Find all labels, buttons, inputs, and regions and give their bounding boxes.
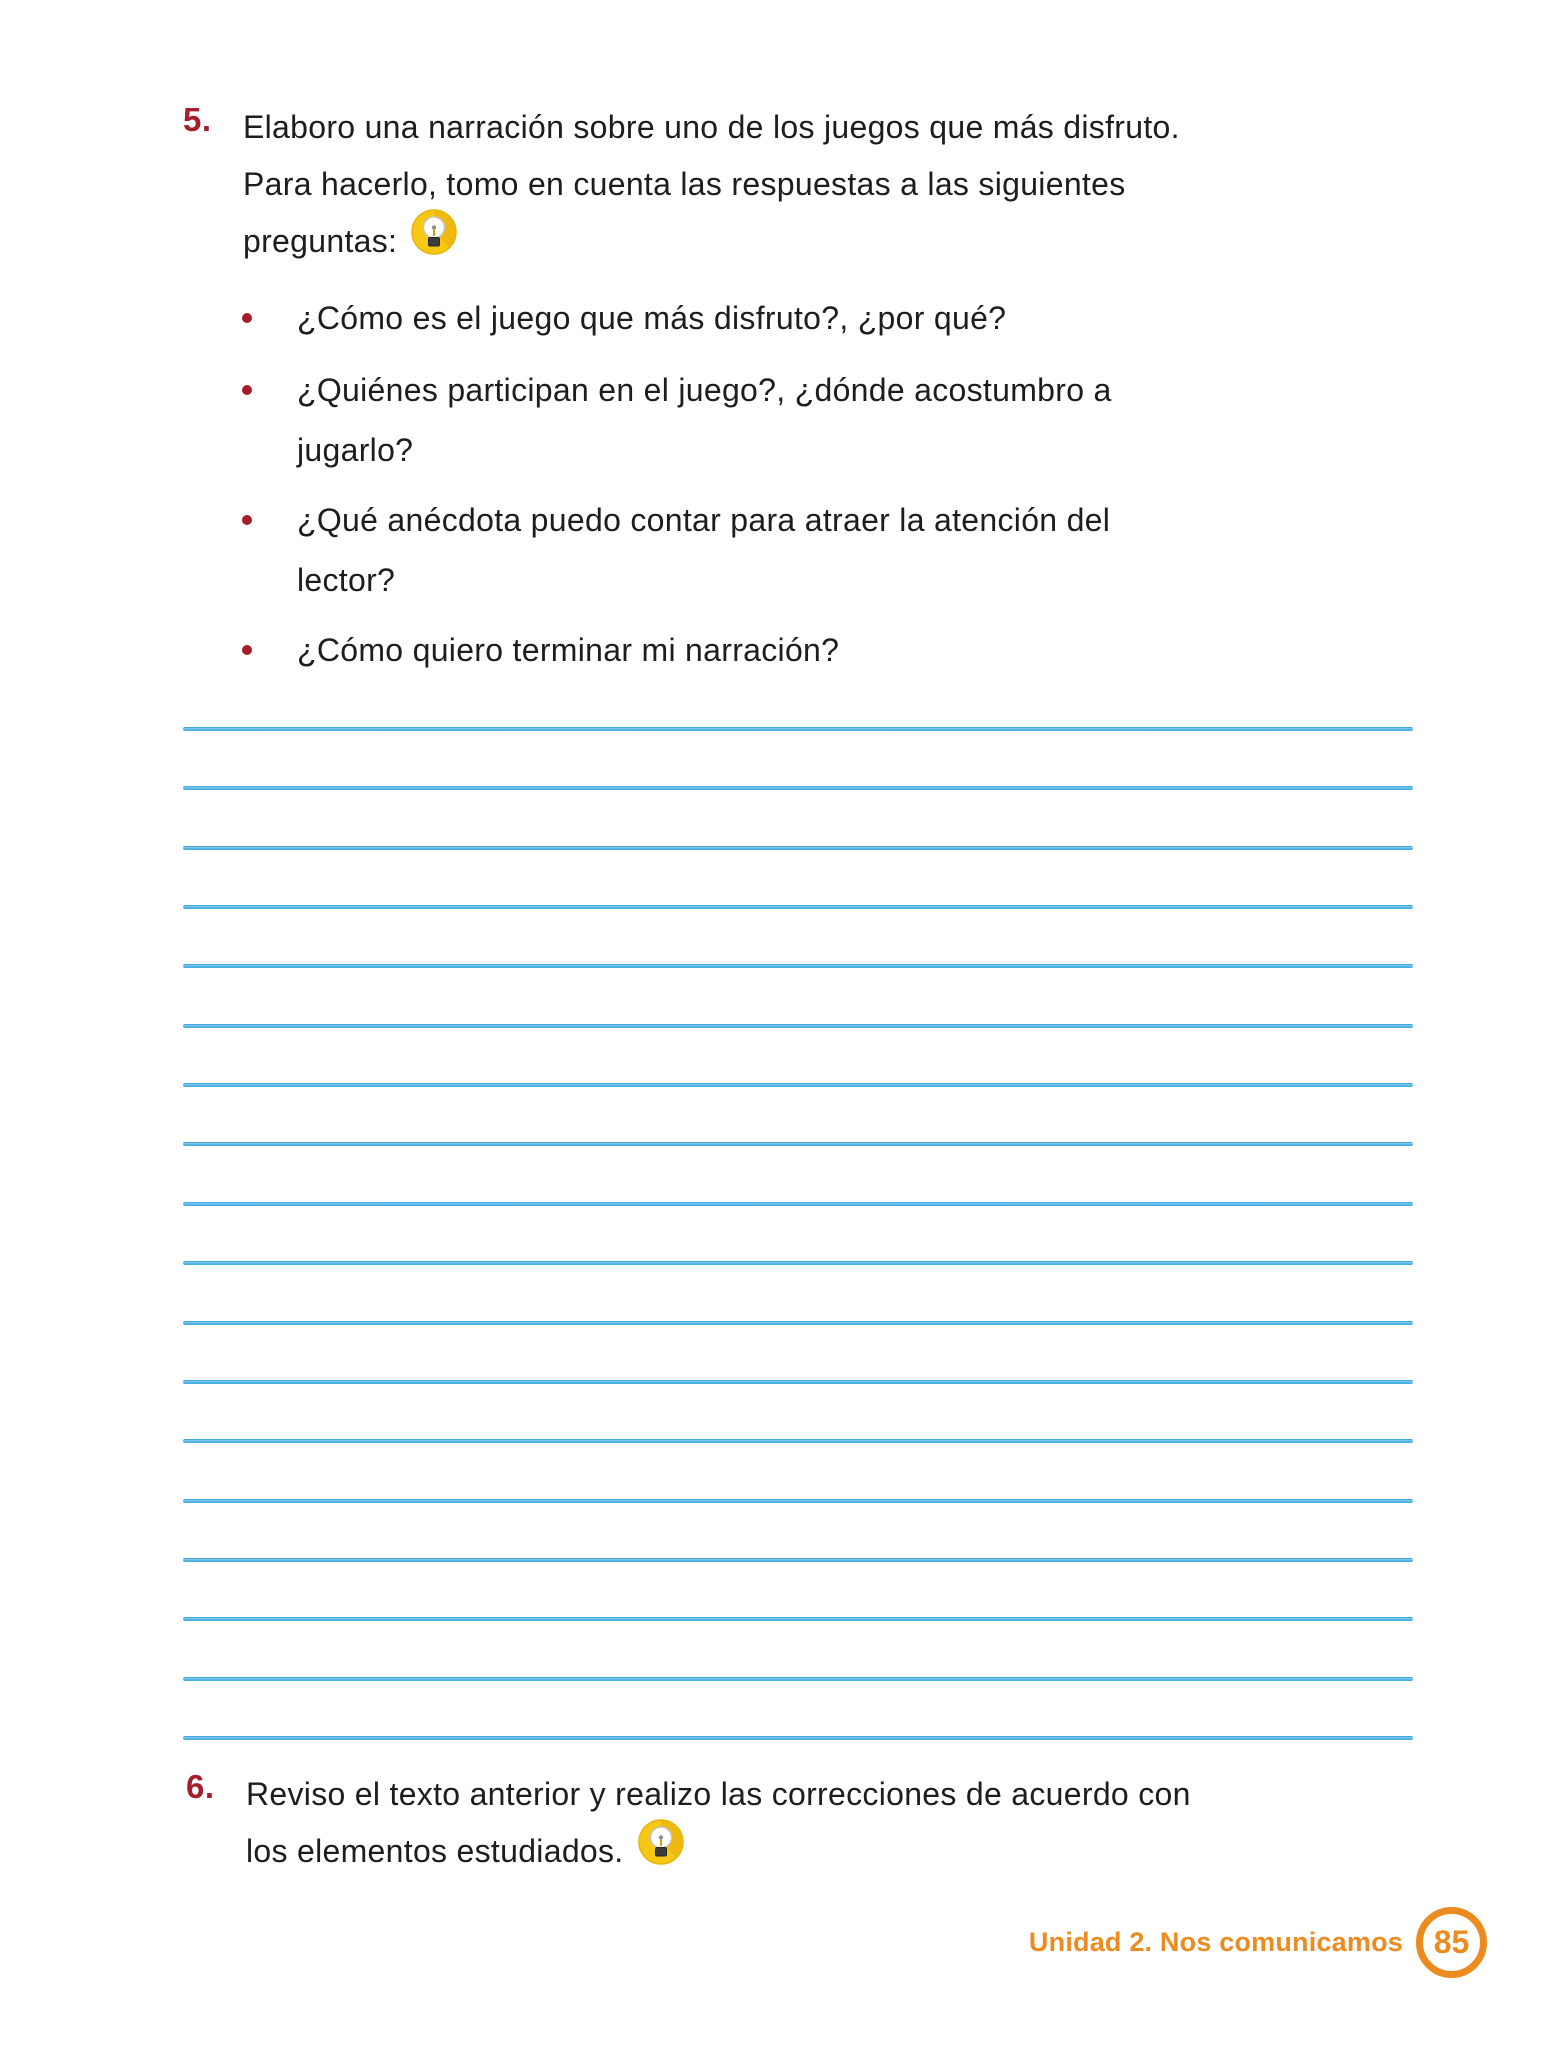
bullet-4-text: ¿Cómo quiero terminar mi narración? xyxy=(297,632,840,668)
writing-line xyxy=(183,1499,1413,1503)
item-5-number: 5. xyxy=(183,101,212,138)
writing-line xyxy=(183,1736,1413,1740)
item-5-text-line: Elaboro una narración sobre uno de los juegos que más disfruto. xyxy=(243,109,1180,145)
bullet-3-text-line: lector? xyxy=(297,562,396,598)
page-footer xyxy=(1029,1906,1487,1978)
item-6-text-line: Reviso el texto anterior y realizo las correcciones de acuerdo con xyxy=(246,1776,1191,1812)
writing-line xyxy=(183,1439,1413,1443)
writing-line xyxy=(183,1142,1413,1146)
writing-line xyxy=(183,1024,1413,1028)
lightbulb-icon xyxy=(638,1819,684,1883)
writing-line xyxy=(183,846,1413,850)
item-6-number: 6. xyxy=(186,1768,215,1805)
item-6-text-line xyxy=(246,1823,1436,1883)
bullet-2-text-line: ¿Quiénes participan en el juego?, ¿dónde acostumbro a xyxy=(297,372,1112,408)
item-6-text-line-2: los elementos estudiados. xyxy=(246,1833,624,1869)
writing-line xyxy=(183,786,1413,790)
writing-line xyxy=(183,1261,1413,1265)
writing-line xyxy=(183,727,1413,731)
bullet-3-text-line: ¿Qué anécdota puedo contar para atraer la atención del xyxy=(297,502,1111,538)
item-5-text-line: Para hacerlo, tomo en cuenta las respuestas a las siguientes xyxy=(243,166,1126,202)
writing-line xyxy=(183,905,1413,909)
writing-line xyxy=(183,1677,1413,1681)
writing-line xyxy=(183,1380,1413,1384)
unit-label: Unidad 2. Nos comunicamos xyxy=(1028,1926,1403,1957)
page-number-badge xyxy=(1416,1907,1487,1978)
writing-line xyxy=(183,964,1413,968)
writing-line xyxy=(183,1617,1413,1621)
bullet-2-text-line: jugarlo? xyxy=(297,432,414,468)
item-5-text-line-3: preguntas: xyxy=(243,223,398,259)
writing-line xyxy=(183,1558,1413,1562)
writing-line xyxy=(183,1202,1413,1206)
item-6-instruction xyxy=(246,1766,1436,1883)
writing-line xyxy=(183,1083,1413,1087)
page-number: 85 xyxy=(1433,1923,1470,1960)
writing-line xyxy=(183,1321,1413,1325)
bullet-1-text: ¿Cómo es el juego que más disfruto?, ¿por qué? xyxy=(297,300,1007,336)
